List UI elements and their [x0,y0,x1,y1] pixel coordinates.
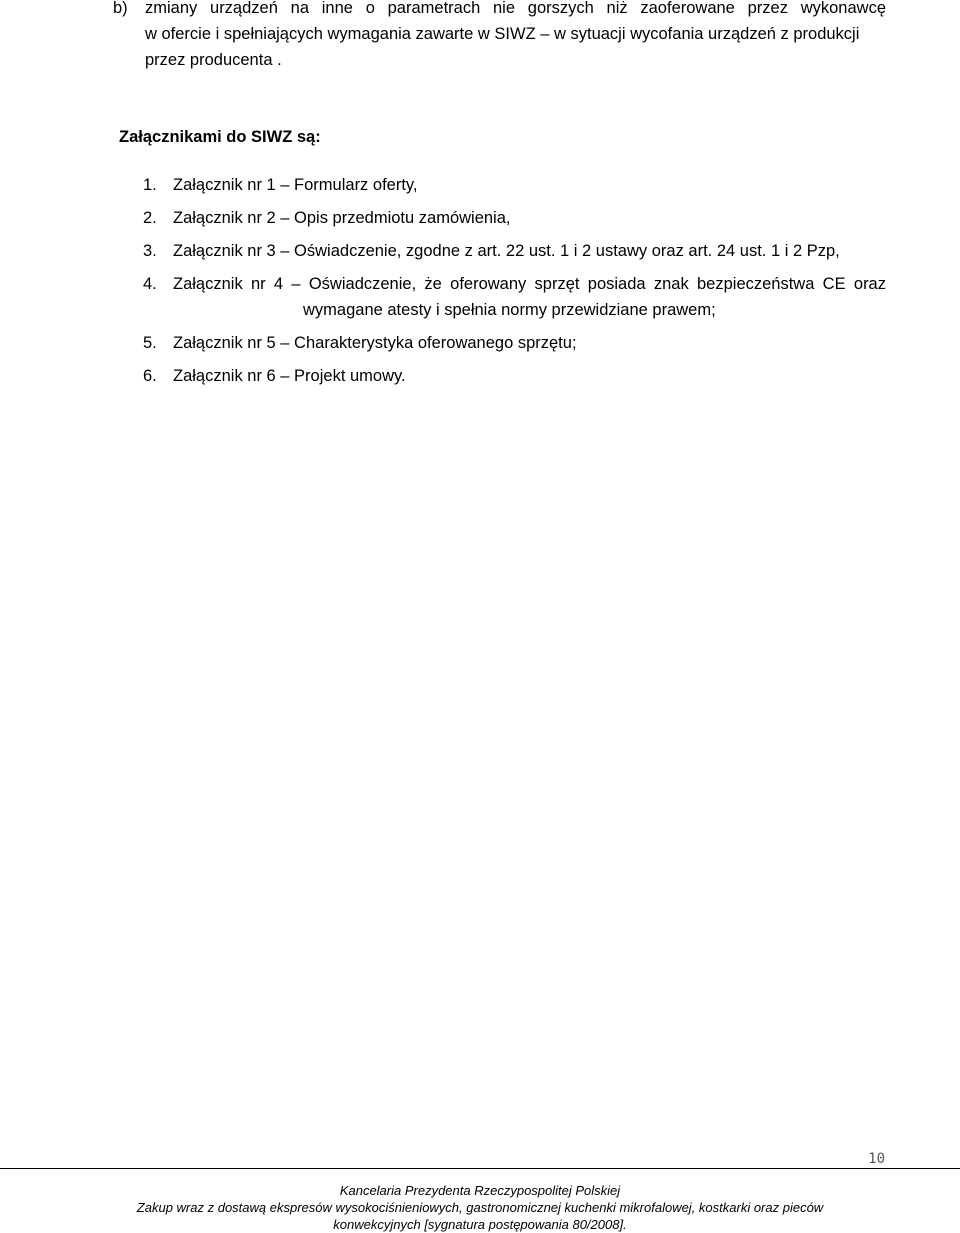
list-item [143,238,886,264]
list-item-number: 3. [143,242,157,260]
footer-organization: Kancelaria Prezydenta Rzeczypospolitej Polskiej [339,1183,621,1198]
list-item-text: Załącznik nr 1 – Formularz oferty, [173,176,418,194]
footer-description-line-1: Zakup wraz z dostawą ekspresów wysokociśnieniowych, gastronomicznej kuchenki mikrofalowej, kostkarki oraz pieców [136,1200,824,1215]
paragraph-marker: b) [113,0,128,17]
list-item [143,172,886,198]
list-item-text: Załącznik nr 3 – Oświadczenie, zgodne z art. 22 ust. 1 i 2 ustawy oraz art. 24 ust. 1 i 2 Pzp, [173,242,840,260]
footer-description-line-2: konwekcyjnych [sygnatura postępowania 80/2008]. [333,1217,627,1232]
list-item [143,330,886,356]
footer-divider [0,1168,960,1169]
paragraph-line-3: przez producenta . [145,51,282,69]
paragraph-line-1: zmiany urządzeń na inne o parametrach nie gorszych niż zaoferowane przez wykonawcę [145,0,886,17]
list-item-number: 6. [143,367,157,385]
list-item [143,363,886,389]
attachments-list [143,172,886,396]
page-footer [0,1183,960,1233]
list-item-text: Załącznik nr 2 – Opis przedmiotu zamówienia, [173,209,511,227]
attachments-heading: Załącznikami do SIWZ są: [119,128,321,146]
list-item-number: 1. [143,176,157,194]
list-item-number: 2. [143,209,157,227]
list-item-text-continuation: wymagane atesty i spełnia normy przewidziane prawem; [303,301,716,319]
list-item-text: Załącznik nr 5 – Charakterystyka oferowanego sprzętu; [173,334,577,352]
list-item-number: 4. [143,275,157,293]
list-item [143,271,886,323]
paragraph-line-2: w ofercie i spełniających wymagania zawarte w SIWZ – w sytuacji wycofania urządzeń z produkcji [145,25,860,43]
list-item-text: Załącznik nr 4 – Oświadczenie, że oferowany sprzęt posiada znak bezpieczeństwa CE oraz [173,275,886,293]
page-number: 10 [868,1151,885,1167]
list-item-number: 5. [143,334,157,352]
paragraph-b [113,0,886,73]
list-item [143,205,886,231]
list-item-text: Załącznik nr 6 – Projekt umowy. [173,367,406,385]
